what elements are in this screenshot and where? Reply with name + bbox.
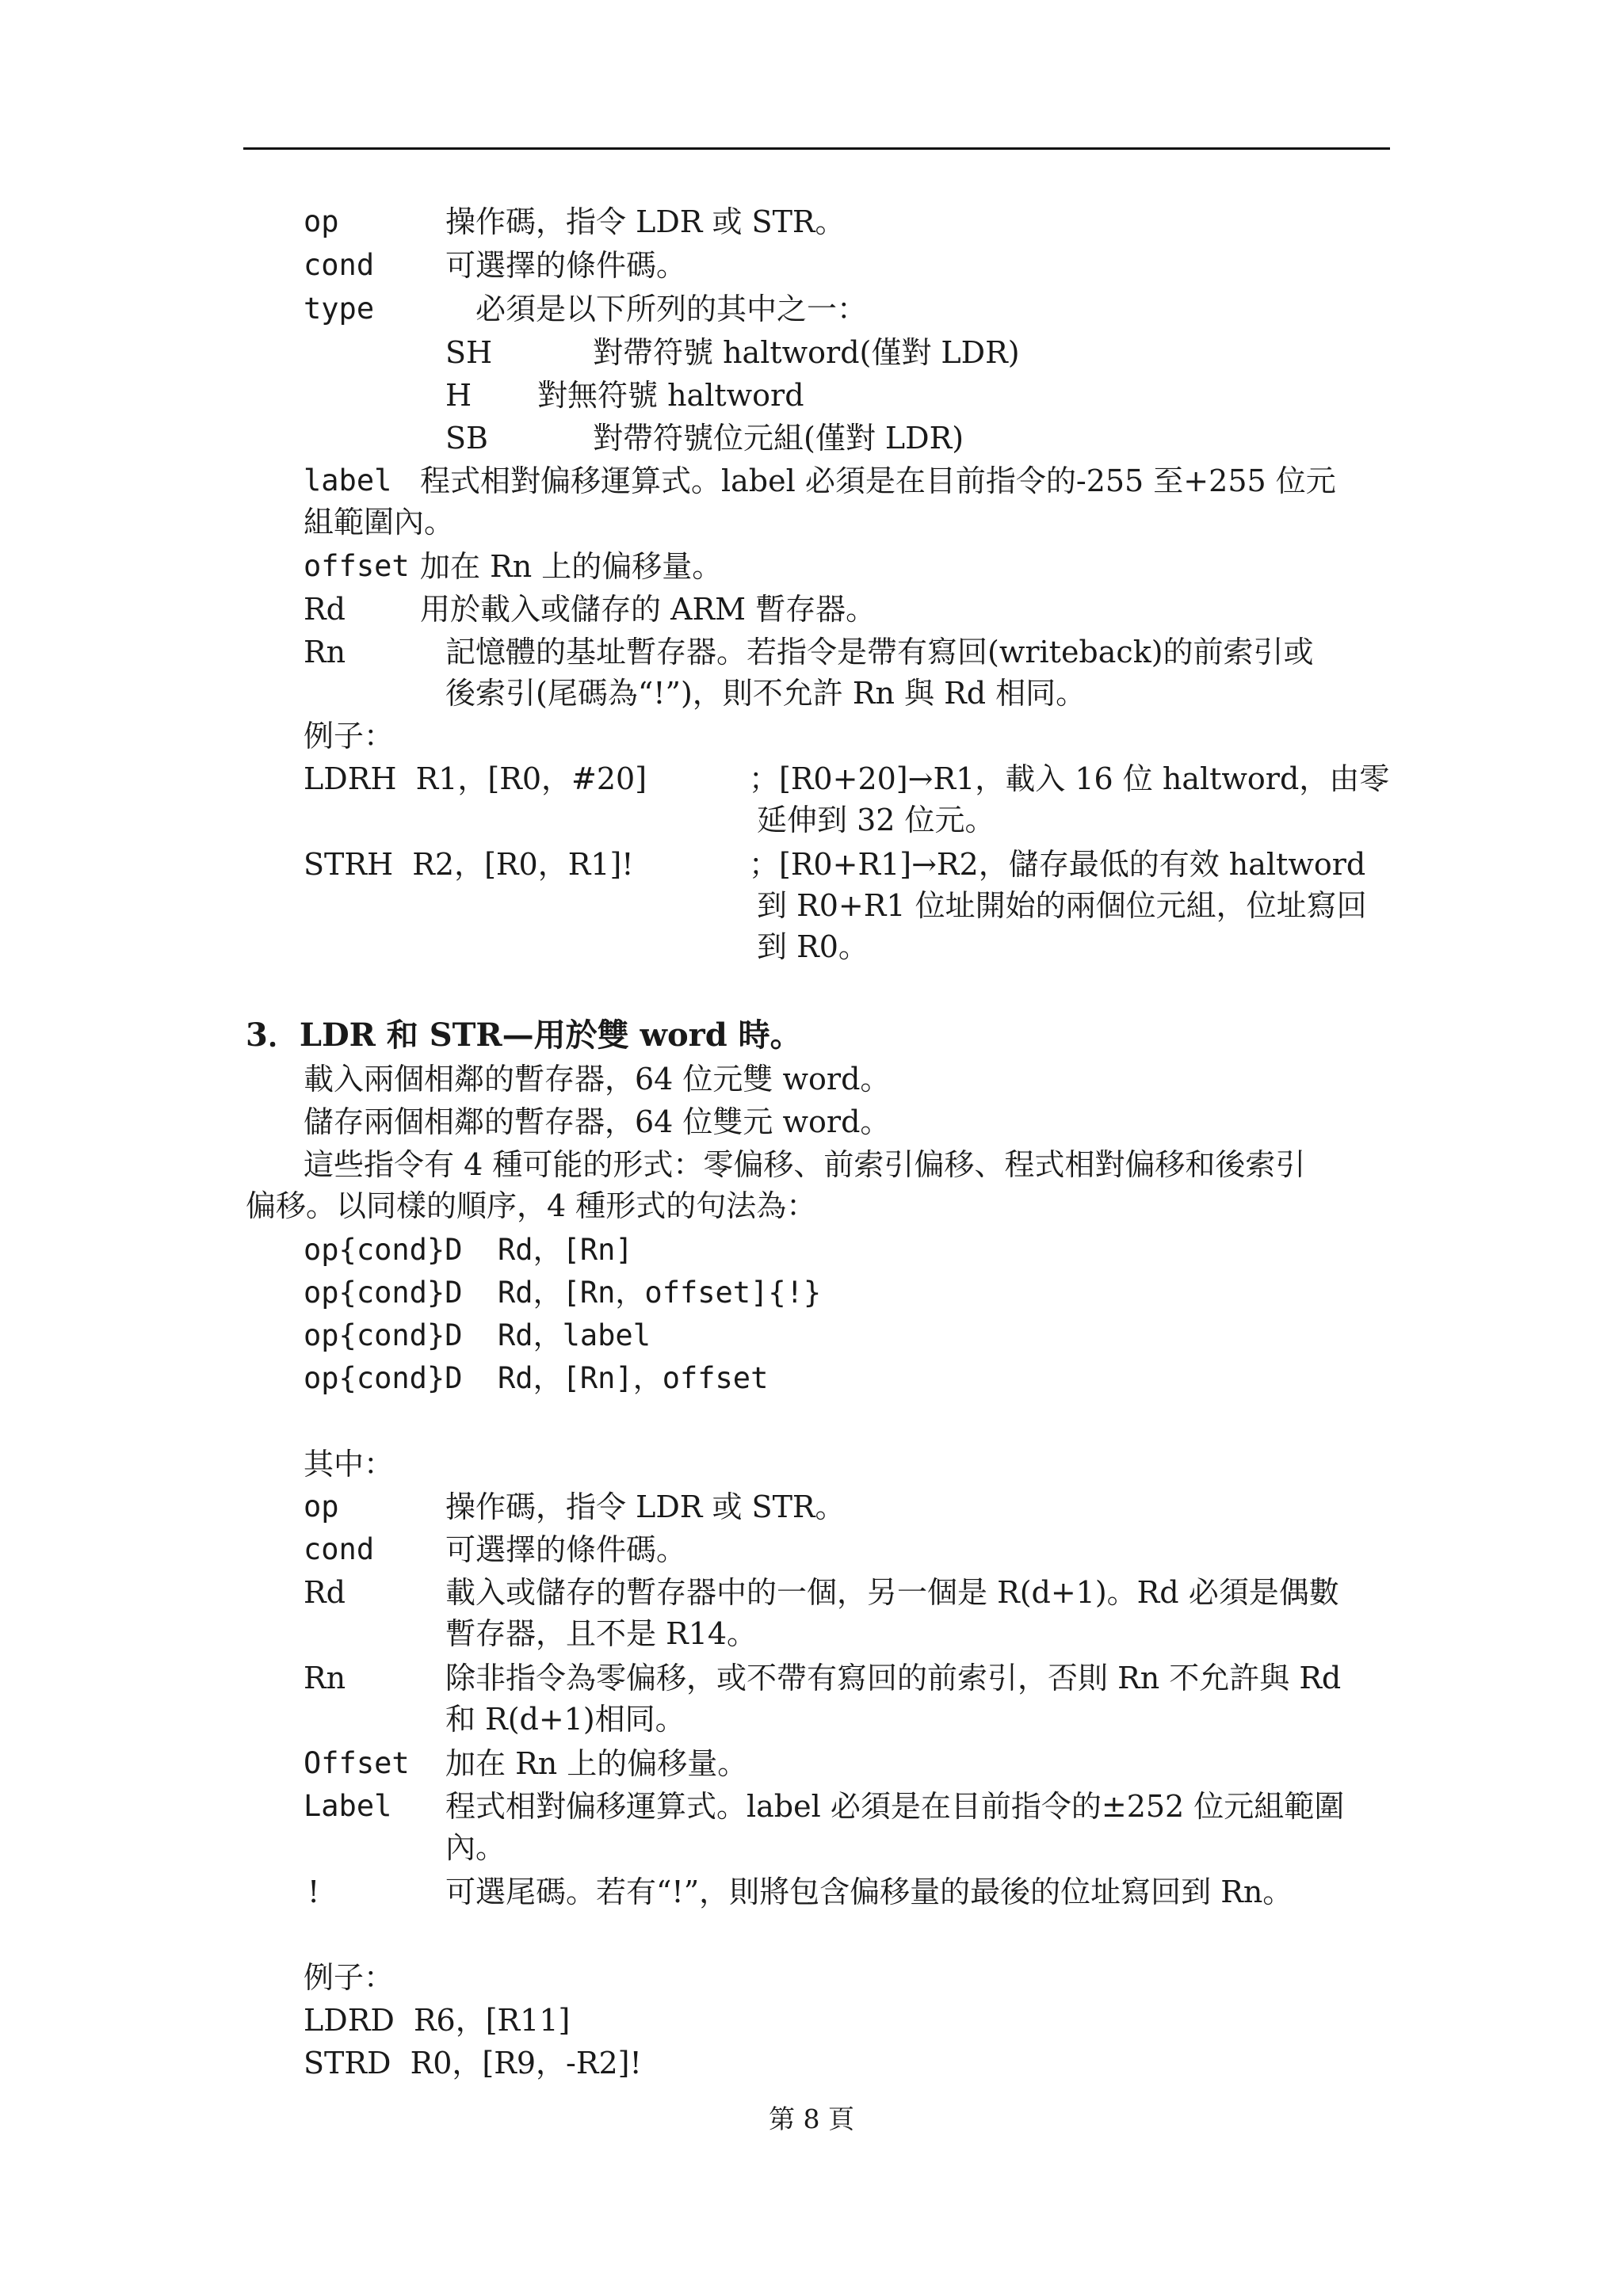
param-desc-rd: 用於載入或儲存的 ARM 暫存器。	[420, 592, 876, 627]
section-3-heading: 3．LDR 和 STR—用於雙 word 時。	[246, 1016, 802, 1054]
example2-heading: 例子：	[304, 1960, 395, 1995]
example-comment-strh-cont-1: 到 R0+R1 位址開始的兩個位元組，位址寫回	[757, 888, 1367, 923]
param2-desc-label: 程式相對偏移運算式。label 必須是在目前指令的±252 位元組範圍	[445, 1789, 1345, 1824]
param2-term-label: Label	[304, 1789, 392, 1823]
param-term-type: type	[304, 292, 375, 326]
param2-desc-rn: 除非指令為零偏移，或不帶有寫回的前索引，否則 Rn 不允許與 Rd	[445, 1661, 1342, 1695]
param-desc-label-cont: 組範圍內。	[304, 505, 455, 540]
syntax-line: op{cond}D Rd，label	[304, 1318, 651, 1352]
type-code-sb: SB	[445, 421, 488, 456]
example-code-ldrh: LDRH R1，[R0，#20]	[304, 761, 647, 796]
type-code-sh: SH	[445, 335, 493, 370]
header-rule	[243, 147, 1390, 150]
example-comment-ldrh-cont: 延伸到 32 位元。	[757, 803, 995, 837]
type-code-h: H	[445, 378, 472, 413]
param2-desc-cond: 可選擇的條件碼。	[445, 1532, 687, 1567]
syntax-line: op{cond}D Rd，[Rn，offset]{!}	[304, 1276, 822, 1310]
example-comment-strh: ；[R0+R1]→R2，儲存最低的有效 haltword	[749, 847, 1366, 882]
section-3-para-2: 儲存兩個相鄰的暫存器，64 位雙元 word。	[304, 1104, 891, 1139]
param2-desc-op: 操作碼，指令 LDR 或 STR。	[445, 1489, 846, 1524]
section-3-para-1: 載入兩個相鄰的暫存器，64 位元雙 word。	[304, 1062, 891, 1097]
param-term-rn: Rn	[304, 635, 346, 669]
param2-desc-rd: 載入或儲存的暫存器中的一個，另一個是 R(d+1)。Rd 必須是偶數	[445, 1575, 1339, 1610]
example2-code-strd: STRD R0，[R9，-R2]!	[304, 2046, 642, 2081]
param2-desc-offset: 加在 Rn 上的偏移量。	[445, 1746, 748, 1781]
param-desc-cond: 可選擇的條件碼。	[445, 248, 687, 283]
type-desc-sh: 對帶符號 haltword(僅對 LDR)	[593, 335, 1020, 370]
example-comment-strh-cont-2: 到 R0。	[757, 929, 869, 964]
param2-term-rd: Rd	[304, 1575, 346, 1610]
section-3-para-3-cont: 偏移。以同樣的順序，4 種形式的句法為：	[246, 1188, 817, 1223]
type-desc-sb: 對帶符號位元組(僅對 LDR)	[593, 421, 964, 456]
param-desc-type: 必須是以下所列的其中之一：	[475, 292, 868, 326]
section-3-para-3: 這些指令有 4 種可能的形式：零偏移、前索引偏移、程式相對偏移和後索引	[304, 1147, 1306, 1182]
page-number: 第 8 頁	[769, 2103, 854, 2134]
param2-term-op: op	[304, 1489, 339, 1524]
param-desc-op: 操作碼，指令 LDR 或 STR。	[445, 204, 846, 239]
param2-term-bang: !	[307, 1875, 320, 1909]
example-comment-ldrh: ；[R0+20]→R1，載入 16 位 haltword，由零	[749, 761, 1390, 796]
param2-desc-bang: 可選尾碼。若有“!”，則將包含偏移量的最後的位址寫回到 Rn。	[445, 1875, 1293, 1909]
param2-term-rn: Rn	[304, 1661, 346, 1695]
param-term-cond: cond	[304, 248, 375, 282]
param2-desc-rd-cont: 暫存器，且不是 R14。	[445, 1616, 758, 1651]
param-term-op: op	[304, 204, 339, 238]
type-desc-h: 對無符號 haltword	[537, 378, 804, 413]
param2-desc-label-cont: 內。	[445, 1830, 506, 1865]
syntax-line: op{cond}D Rd，[Rn]	[304, 1233, 633, 1267]
param-desc-rn: 記憶體的基址暫存器。若指令是帶有寫回(writeback)的前索引或	[445, 635, 1314, 669]
example2-code-ldrd: LDRD R6，[R11]	[304, 2003, 571, 2038]
param-term-offset: offset	[304, 549, 410, 583]
param2-desc-rn-cont: 和 R(d+1)相同。	[445, 1702, 685, 1737]
param2-term-offset: Offset	[304, 1746, 410, 1780]
param-term-rd: Rd	[304, 592, 346, 627]
param2-term-cond: cond	[304, 1532, 375, 1566]
example-code-strh: STRH R2，[R0，R1]!	[304, 847, 634, 882]
example-heading: 例子：	[304, 719, 395, 753]
where-heading: 其中：	[304, 1447, 395, 1482]
param-desc-rn-cont: 後索引(尾碼為“!”)，則不允許 Rn 與 Rd 相同。	[445, 676, 1086, 711]
syntax-line: op{cond}D Rd，[Rn]，offset	[304, 1361, 769, 1395]
param-term-label: label	[304, 463, 392, 498]
param-desc-offset: 加在 Rn 上的偏移量。	[420, 549, 723, 584]
param-desc-label: 程式相對偏移運算式。label 必須是在目前指令的-255 至+255 位元	[420, 463, 1336, 498]
